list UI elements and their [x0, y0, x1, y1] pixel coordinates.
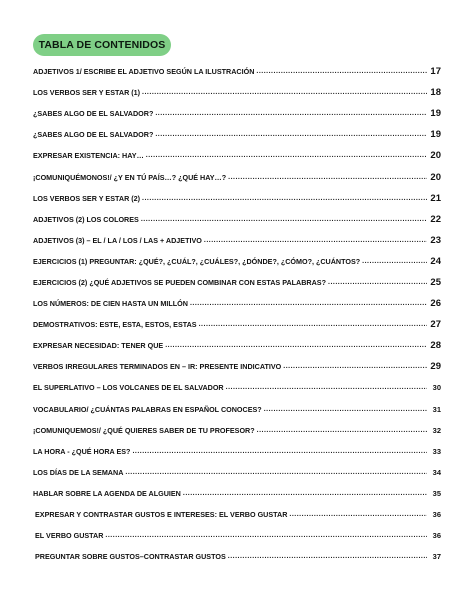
- toc-entry[interactable]: [33, 483, 441, 504]
- toc-entry[interactable]: [33, 356, 441, 377]
- toc-entry-label: LOS VERBOS SER Y ESTAR (1): [33, 88, 141, 98]
- dot-leader: [289, 511, 427, 518]
- toc-entry[interactable]: [33, 82, 441, 103]
- toc-entry[interactable]: [33, 546, 441, 567]
- toc-entry-page-number: 32: [432, 425, 441, 435]
- toc-entry-page-number: 24: [430, 255, 441, 267]
- toc-entry-label: EJERCICIOS (1) PREGUNTAR: ¿QUÉ?, ¿CUÁL?, ¿CUÁLES?, ¿DÓNDE?, ¿CÓMO?, ¿CUÁNTOS?: [33, 256, 361, 266]
- toc-entry-label: VOCABULARIO/ ¿CUÁNTAS PALABRAS EN ESPAÑOL CONOCES?: [33, 404, 262, 414]
- toc-entry[interactable]: [33, 209, 441, 230]
- toc-entry-page-number: 33: [432, 446, 441, 456]
- toc-entry[interactable]: [33, 251, 441, 272]
- dot-leader: [142, 89, 427, 96]
- toc-entry-page-number: 20: [430, 171, 441, 183]
- toc-entry-page-number: 27: [430, 319, 441, 331]
- toc-entry-label: EXPRESAR EXISTENCIA: HAY…: [33, 151, 144, 161]
- toc-entry-label: EXPRESAR NECESIDAD: TENER QUE: [33, 341, 164, 351]
- toc-entry[interactable]: [33, 103, 441, 124]
- toc-entry-label: ¿SABES ALGO DE EL SALVADOR?: [33, 130, 154, 140]
- toc-entry[interactable]: [33, 377, 441, 398]
- toc-entry-label: LOS VERBOS SER Y ESTAR (2): [33, 193, 141, 203]
- dot-leader: [141, 216, 427, 223]
- dot-leader: [362, 258, 427, 265]
- dot-leader: [105, 532, 427, 539]
- toc-entry-label: LOS NÚMEROS: DE CIEN HASTA UN MILLÓN: [33, 299, 188, 309]
- toc-entry-label: EL VERBO GUSTAR: [35, 531, 104, 541]
- toc-entry-page-number: 37: [432, 552, 441, 562]
- dot-leader: [199, 321, 427, 328]
- toc-entry[interactable]: [33, 61, 441, 82]
- toc-entry-label: EL SUPERLATIVO – LOS VOLCANES DE EL SALVADOR: [33, 383, 224, 393]
- table-of-contents: [33, 61, 441, 567]
- dot-leader: [228, 174, 427, 181]
- toc-entry-page-number: 29: [430, 361, 441, 373]
- toc-entry[interactable]: [33, 441, 441, 462]
- toc-entry[interactable]: [33, 314, 441, 335]
- toc-entry-label: ADJETIVOS (3) – EL / LA / LOS / LAS + ADJETIVO: [33, 235, 202, 245]
- toc-entry-page-number: 21: [430, 192, 441, 204]
- toc-entry-page-number: 34: [432, 467, 441, 477]
- toc-entry-page-number: 36: [432, 510, 441, 520]
- toc-entry-page-number: 18: [430, 87, 441, 99]
- toc-entry-label: DEMOSTRATIVOS: ESTE, ESTA, ESTOS, ESTAS: [33, 320, 197, 330]
- toc-entry[interactable]: [33, 462, 441, 483]
- dot-leader: [256, 68, 427, 75]
- toc-entry-label: ¡COMUNIQUÉMONOS!/ ¿Y EN TÚ PAÍS…? ¿QUÉ HAY…?: [33, 172, 227, 182]
- toc-entry[interactable]: [33, 230, 441, 251]
- dot-leader: [125, 469, 427, 476]
- toc-entry-page-number: 23: [430, 234, 441, 246]
- toc-title: TABLA DE CONTENIDOS: [33, 34, 171, 56]
- dot-leader: [190, 300, 427, 307]
- toc-entry-page-number: 36: [432, 531, 441, 541]
- dot-leader: [165, 342, 427, 349]
- toc-entry[interactable]: [33, 420, 441, 441]
- toc-entry[interactable]: [33, 272, 441, 293]
- dot-leader: [183, 490, 427, 497]
- toc-entry-label: ADJETIVOS (2) LOS COLORES: [33, 214, 139, 224]
- toc-entry[interactable]: [33, 504, 441, 525]
- dot-leader: [226, 384, 427, 391]
- toc-entry-page-number: 31: [432, 404, 441, 414]
- toc-entry-page-number: 22: [430, 213, 441, 225]
- dot-leader: [155, 110, 427, 117]
- dot-leader: [257, 427, 427, 434]
- toc-entry-label: ADJETIVOS 1/ ESCRIBE EL ADJETIVO SEGÚN LA ILUSTRACIÓN: [33, 67, 255, 77]
- toc-entry-label: PREGUNTAR SOBRE GUSTOS–CONTRASTAR GUSTOS: [35, 552, 226, 562]
- dot-leader: [228, 553, 427, 560]
- toc-entry-page-number: 20: [430, 150, 441, 162]
- toc-entry[interactable]: [33, 124, 441, 145]
- toc-entry-page-number: 35: [432, 488, 441, 498]
- toc-entry[interactable]: [33, 335, 441, 356]
- toc-entry-label: ¿SABES ALGO DE EL SALVADOR?: [33, 109, 154, 119]
- dot-leader: [142, 195, 427, 202]
- toc-entry[interactable]: [33, 145, 441, 166]
- toc-entry-page-number: 30: [432, 383, 441, 393]
- toc-entry-label: VERBOS IRREGULARES TERMINADOS EN – IR: PRESENTE INDICATIVO: [33, 362, 282, 372]
- toc-entry-page-number: 28: [430, 340, 441, 352]
- toc-entry-label: ¡COMUNIQUEMOS!/ ¿QUÉ QUIERES SABER DE TU PROFESOR?: [33, 425, 255, 435]
- dot-leader: [132, 448, 427, 455]
- dot-leader: [264, 406, 427, 413]
- toc-entry[interactable]: [33, 399, 441, 420]
- toc-entry[interactable]: [33, 293, 441, 314]
- toc-entry-label: HABLAR SOBRE LA AGENDA DE ALGUIEN: [33, 488, 181, 498]
- dot-leader: [146, 152, 427, 159]
- dot-leader: [204, 237, 427, 244]
- toc-entry-page-number: 19: [430, 129, 441, 141]
- toc-entry-page-number: 25: [430, 276, 441, 288]
- toc-entry[interactable]: [33, 188, 441, 209]
- toc-entry-page-number: 26: [430, 298, 441, 310]
- toc-entry-page-number: 19: [430, 108, 441, 120]
- toc-entry-page-number: 17: [430, 66, 441, 78]
- toc-entry[interactable]: [33, 525, 441, 546]
- dot-leader: [328, 279, 427, 286]
- dot-leader: [155, 131, 427, 138]
- toc-entry-label: EJERCICIOS (2) ¿QUÉ ADJETIVOS SE PUEDEN COMBINAR CON ESTAS PALABRAS?: [33, 277, 326, 287]
- dot-leader: [283, 363, 427, 370]
- toc-entry[interactable]: [33, 166, 441, 187]
- toc-entry-label: LA HORA - ¿QUÉ HORA ES?: [33, 446, 131, 456]
- toc-entry-label: LOS DÍAS DE LA SEMANA: [33, 467, 124, 477]
- toc-entry-label: EXPRESAR Y CONTRASTAR GUSTOS E INTERESES: EL VERBO GUSTAR: [35, 510, 288, 520]
